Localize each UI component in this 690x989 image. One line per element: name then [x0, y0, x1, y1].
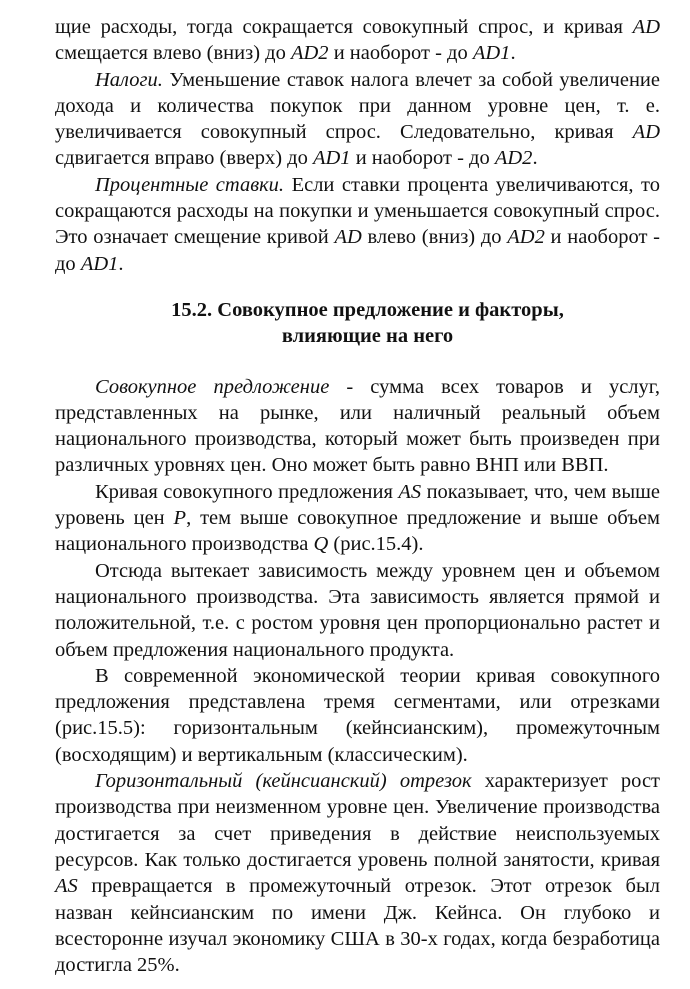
section-heading [55, 297, 660, 350]
term-aggregate-supply: Совокупное предложение [95, 375, 330, 398]
paragraph-text: Отсюда вытекает зависимость между уровнем цен и объемом национального производства. Эта зависимость является прямой и положительной, т.е. с ростом уровня цен пропорционально растет и объем предложения национального продукта. [55, 559, 660, 661]
paragraph-price-dependency [55, 558, 660, 663]
curve-label-as: AS [398, 480, 422, 503]
paragraph-text: (рис.15.4). [328, 533, 424, 556]
paragraph-text: щие расходы, тогда сокращается совокупный спрос, и кривая [55, 16, 633, 38]
paragraph-text: . [532, 147, 538, 170]
paragraph-text: . [118, 252, 124, 275]
term-taxes: Налоги. [95, 68, 163, 91]
paragraph-text: и наоборот - до [350, 147, 495, 170]
section-heading-line: влияющие на него [281, 325, 454, 348]
paragraph-text: В современной экономической теории кривая совокупного предложения представлена тремя сегментами, или отрезками (рис.15.5): горизонтальным (кейнсианским), промежуточным (восходящим) и вертикальным (классическим). [55, 664, 660, 766]
curve-label-ad1: AD1 [312, 147, 351, 170]
curve-label-ad2: AD2 [507, 226, 545, 249]
paragraph-text: и наоборот - до [328, 42, 473, 65]
term-keynesian-segment: Горизонтальный (кейнсианский) отрезок [95, 770, 472, 793]
variable-p: P [173, 507, 187, 530]
paragraph-text: и наоборот - до [55, 226, 660, 275]
paragraph-taxes [55, 67, 660, 172]
paragraph-interest-rates [55, 172, 660, 277]
curve-label-ad1: AD1 [472, 42, 511, 65]
curve-label-ad: AD [334, 226, 362, 249]
paragraph-text: показывает, что, чем выше уровень цен [55, 480, 660, 530]
curve-label-ad2: AD2 [494, 147, 533, 170]
paragraph-text: Уменьшение ставок налога влечет за собой увеличение дохода и количества покупок при данном уровне цен, т. е. увеличивается совокупный спрос. Следовательно, кривая [55, 68, 660, 144]
paragraph-text: Кривая совокупного предложения [95, 480, 399, 503]
term-interest-rates: Процентные ставки. [95, 173, 285, 196]
curve-label-as: AS [55, 875, 78, 898]
paragraph-text: смещается влево (вниз) до [55, 42, 291, 65]
paragraph-demand-shift [55, 14, 660, 67]
paragraph-as-curve [55, 479, 660, 558]
paragraph-three-segments [55, 663, 660, 768]
curve-label-ad2: AD2 [290, 42, 329, 65]
paragraph-text: - сумма всех товаров и услуг, представленных на рынке, или наличный реальный объем национального производства, который может быть произведен при различных уровнях цен. Оно может быть равно ВНП или ВВП. [55, 375, 660, 477]
paragraph-text: , тем выше совокупное предложение и выше объем национального производства [55, 507, 660, 556]
curve-label-ad: AD [632, 121, 660, 144]
paragraph-text: превращается в промежуточный отрезок. Этот отрезок был назван кейнсианским по имени Дж. Кейнса. Он глубоко и всесторонне изучал экономику США в 30-х годах, когда безработица достигла 25%. [55, 875, 660, 977]
variable-q: Q [313, 533, 329, 556]
paragraph-text: Если ставки процента увеличиваются, то сокращаются расходы на покупки и уменьшается совокупный спрос. Это означает смещение кривой [55, 173, 660, 249]
paragraph-text: влево (вниз) до [361, 226, 508, 249]
paragraph-text: характеризует рост производства при неизменном уровне цен. Увеличение производства достигается за счет приведения в действие неиспользуемых ресурсов. Как только достигается уровень полной занятости, кривая [55, 770, 660, 871]
paragraph-text: . [510, 42, 516, 65]
paragraph-keynesian-segment [55, 768, 660, 978]
section-heading-line: 15.2. Совокупное предложение и факторы, [171, 298, 564, 321]
curve-label-ad1: AD1 [80, 252, 119, 275]
paragraph-aggregate-supply-definition [55, 374, 660, 479]
paragraph-text: сдвигается вправо (вверх) до [55, 147, 313, 170]
curve-label-ad: AD [632, 16, 660, 38]
